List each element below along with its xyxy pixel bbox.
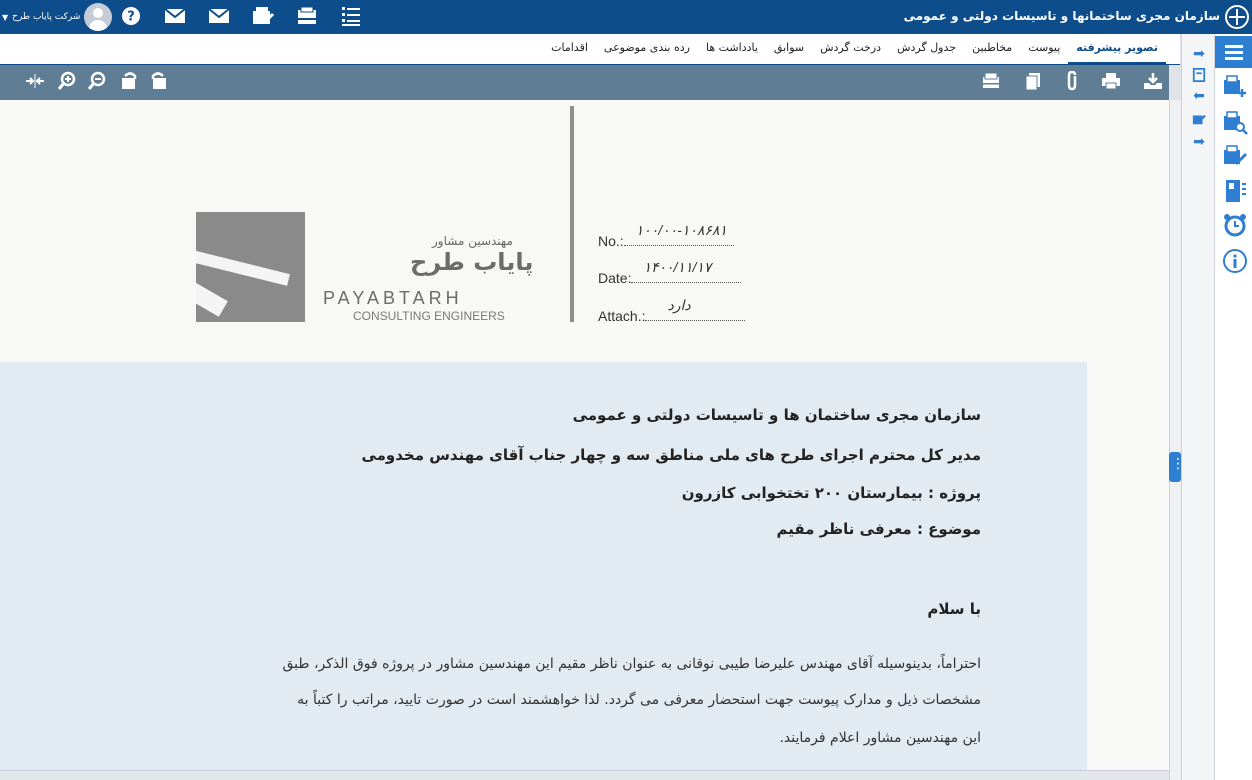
project-line: پروژه : بیمارستان ۲۰۰ تختخوابی کازرون bbox=[681, 484, 981, 502]
recipient-organization: سازمان مجری ساختمان ها و تاسیسات دولتی و عمومی bbox=[572, 406, 981, 424]
list-icon[interactable] bbox=[340, 5, 364, 29]
fit-width-icon[interactable] bbox=[24, 71, 46, 93]
panel-resize-handle[interactable] bbox=[1169, 452, 1181, 482]
tab-attachment[interactable]: پیوست bbox=[1028, 41, 1061, 54]
forward-icon[interactable]: ➡ bbox=[1193, 134, 1205, 150]
edit-icon[interactable] bbox=[1190, 112, 1208, 128]
topbar-toolbar bbox=[120, 5, 384, 29]
tab-history[interactable]: سوابق bbox=[773, 41, 805, 54]
info-icon[interactable] bbox=[1222, 248, 1248, 274]
letter-number bbox=[598, 222, 734, 249]
new-letter-icon[interactable] bbox=[1222, 74, 1248, 100]
rotate-left-icon[interactable] bbox=[118, 71, 140, 93]
inbox-icon[interactable] bbox=[980, 71, 1002, 93]
svg-text:?: ? bbox=[127, 9, 135, 25]
tab-flow-tree[interactable]: درخت گردش bbox=[820, 41, 882, 54]
side-menu bbox=[1214, 34, 1252, 780]
rotate-right-icon[interactable] bbox=[148, 71, 170, 93]
letter-attachment-value: دارد bbox=[667, 297, 691, 313]
tab-actions[interactable]: اقدامات bbox=[551, 41, 588, 54]
tab-flow-table[interactable]: جدول گردش bbox=[897, 41, 957, 54]
tab-recipients[interactable]: مخاطبین bbox=[972, 41, 1013, 54]
register-icon[interactable] bbox=[1190, 68, 1208, 84]
avatar[interactable] bbox=[84, 3, 112, 31]
greeting: با سلام bbox=[927, 600, 981, 618]
document-image bbox=[0, 100, 1169, 780]
mail-icon[interactable] bbox=[164, 5, 188, 29]
zoom-in-icon[interactable] bbox=[56, 71, 78, 93]
app-title: سازمان مجری ساختمانها و تاسیسات دولتی و عمومی bbox=[903, 9, 1220, 23]
logo-subtitle-en: CONSULTING ENGINEERS bbox=[353, 309, 505, 323]
app-logo-icon bbox=[1225, 5, 1249, 29]
top-bar bbox=[0, 0, 1252, 34]
letter-number-value: ۱۰۰/۰۰-۱۰۸۶۸۱ bbox=[635, 222, 727, 238]
hamburger-menu-icon[interactable] bbox=[1215, 36, 1252, 68]
print-icon[interactable] bbox=[1100, 71, 1122, 93]
body-line-2: مشخصات ذیل و مدارک پیوست جهت استحضار معرفی می گردد. لذا خواهشمند است در صورت تایید، مراتب را کتباً به bbox=[297, 692, 981, 708]
tab-advanced-image[interactable]: تصویر پیشرفته bbox=[1068, 34, 1166, 65]
user-name: شرکت پایاب طرح bbox=[12, 12, 81, 22]
search-letter-icon[interactable] bbox=[1222, 110, 1248, 136]
recipient-person: مدیر کل محترم اجرای طرح های ملی مناطق سه و چهار جناب آقای مهندس مخدومی bbox=[361, 446, 981, 464]
tab-subject-classification[interactable]: رده بندی موضوعی bbox=[603, 41, 690, 54]
phonebook-icon[interactable] bbox=[1222, 178, 1248, 204]
zoom-out-icon[interactable] bbox=[86, 71, 108, 93]
letterhead-divider bbox=[570, 106, 574, 322]
attach-icon[interactable] bbox=[1062, 71, 1084, 93]
copy-icon[interactable] bbox=[1022, 71, 1044, 93]
mail-icon[interactable] bbox=[208, 5, 232, 29]
vertical-scrollbar[interactable] bbox=[1169, 100, 1181, 780]
letter-body-area bbox=[0, 362, 1087, 780]
chevron-down-icon: ▼ bbox=[2, 12, 9, 22]
company-logo bbox=[196, 212, 305, 322]
letter-date bbox=[598, 259, 741, 286]
letter-number-label: No.: bbox=[598, 233, 624, 249]
logo-name-fa: پایاب طرح bbox=[410, 248, 534, 276]
letter-date-value: ۱۴۰۰/۱۱/۱۷ bbox=[643, 259, 712, 275]
viewer-toolbar bbox=[0, 65, 1169, 100]
horizontal-scrollbar[interactable] bbox=[0, 770, 1169, 780]
logo-subtitle-fa: مهندسین مشاور bbox=[432, 234, 513, 248]
tab-notes[interactable]: یادداشت ها bbox=[705, 41, 758, 54]
user-menu[interactable] bbox=[0, 2, 112, 32]
inbox-edit-icon[interactable] bbox=[252, 5, 276, 29]
letter-attachment bbox=[598, 297, 745, 324]
reply-icon[interactable]: ⬅ bbox=[1193, 88, 1205, 104]
download-icon[interactable] bbox=[1142, 71, 1164, 93]
tab-bar bbox=[0, 34, 1180, 65]
body-line-1: احتراماً، بدینوسیله آقای مهندس علیرضا طیبی نوقانی به عنوان ناظر مقیم این مهندسین مشاور در پروژه فوق الذکر، طبق bbox=[282, 656, 981, 672]
action-rail bbox=[1181, 34, 1214, 780]
logo-name-en: PAYABTARH bbox=[323, 288, 463, 308]
subject-line: موضوع : معرفی ناظر مقیم bbox=[776, 520, 981, 538]
forward-icon[interactable]: ➡ bbox=[1193, 46, 1205, 62]
letter-date-label: Date: bbox=[598, 270, 632, 286]
letter-attachment-label: Attach.: bbox=[598, 308, 646, 324]
edit-letter-icon[interactable] bbox=[1222, 144, 1248, 170]
inbox-icon[interactable] bbox=[296, 5, 320, 29]
body-line-3: این مهندسین مشاور اعلام فرمایند. bbox=[779, 730, 981, 746]
alarm-clock-icon[interactable] bbox=[1222, 212, 1248, 238]
help-icon[interactable] bbox=[120, 5, 144, 29]
